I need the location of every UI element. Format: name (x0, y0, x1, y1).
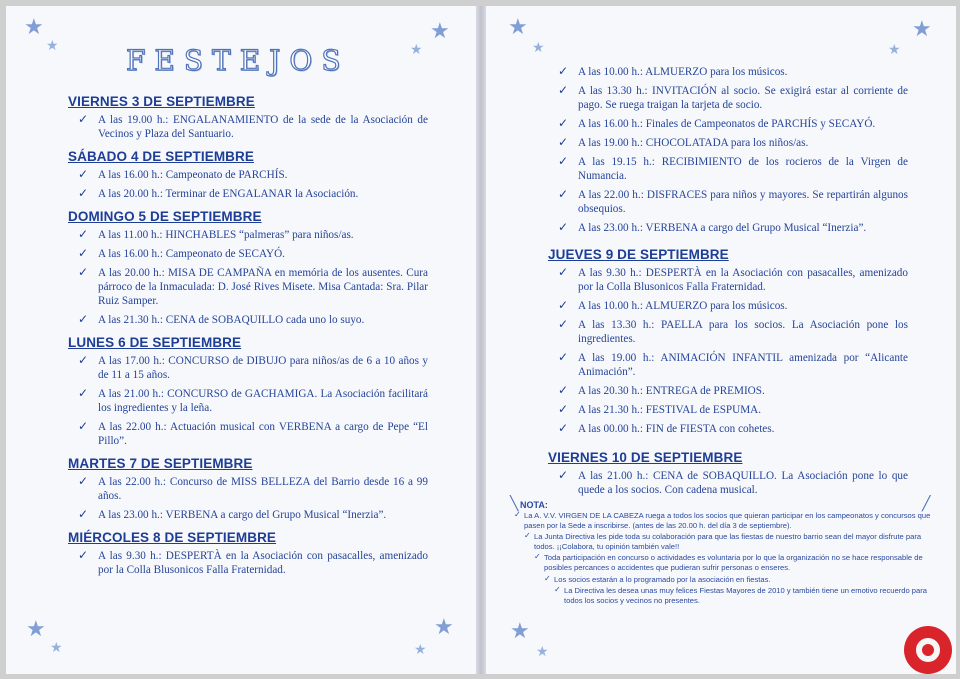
note-heading: NOTA: (520, 500, 548, 510)
schedule-item-text: A las 20.00 h.: Terminar de ENGALANAR la Asociación. (98, 188, 359, 200)
note-box (514, 500, 944, 607)
check-icon: ✓ (558, 383, 569, 397)
check-icon: ✓ (558, 265, 569, 279)
check-icon: ✓ (78, 246, 89, 260)
check-icon: ✓ (524, 531, 531, 541)
schedule-item (68, 266, 428, 308)
schedule-item (548, 469, 908, 497)
check-icon: ✓ (558, 317, 569, 331)
check-icon: ✓ (554, 585, 561, 595)
schedule-item-text: A las 10.00 h.: ALMUERZO para los músicos. (578, 66, 788, 78)
schedule-item-text: A las 00.00 h.: FIN de FIESTA con cohetes. (578, 423, 775, 435)
schedule-item (548, 384, 908, 398)
check-icon: ✓ (78, 474, 89, 488)
schedule-item-text: A las 21.30 h.: CENA de SOBAQUILLO cada uno lo suyo. (98, 314, 365, 326)
schedule-item (548, 136, 908, 150)
schedule-item-text: A las 11.00 h.: HINCHABLES “palmeras” para niños/as. (98, 229, 354, 241)
star-decoration-icon: ★ (414, 643, 427, 658)
schedule-item-text: A las 20.30 h.: ENTREGA de PREMIOS. (578, 385, 765, 397)
note-item-text: La A. V.V. VIRGEN DE LA CABEZA ruega a todos los socios que quieran participar en los campeonatos y concursos que pasen por la Sede a inscribirse. (antes de las 20.00 h. del día 3 de septiembre). (524, 511, 931, 530)
schedule-item (548, 318, 908, 346)
check-icon: ✓ (78, 353, 89, 367)
check-icon: ✓ (544, 573, 551, 583)
check-icon: ✓ (558, 83, 569, 97)
schedule-item (548, 65, 908, 79)
star-decoration-icon: ★ (46, 39, 59, 54)
schedule-item-text: A las 19.00 h.: ENGALANAMIENTO de la sede de la Asociación de Vecinos y Plaza del Santuario. (98, 114, 428, 140)
schedule-item-text: A las 19.00 h.: ANIMACIÓN INFANTIL amenizada por “Alicante Animación”. (578, 352, 908, 378)
schedule-item (68, 387, 428, 415)
note-item (534, 553, 934, 572)
schedule-item (548, 155, 908, 183)
check-icon: ✓ (558, 116, 569, 130)
schedule-item-text: A las 16.00 h.: Campeonato de SECAYÓ. (98, 248, 285, 260)
schedule-item (548, 84, 908, 112)
schedule-item-text: A las 9.30 h.: DESPERTÀ en la Asociación con pasacalles, amenizado por la Colla Blusonicos Falla Fraternidad. (578, 267, 908, 293)
note-bracket-icon: ╲ (510, 497, 519, 512)
schedule-item-text: A las 23.00 h.: VERBENA a cargo del Grupo Musical “Inerzia”. (578, 222, 867, 234)
check-icon: ✓ (558, 64, 569, 78)
schedule-item (68, 313, 428, 327)
check-icon: ✓ (514, 510, 521, 519)
schedule-item (548, 351, 908, 379)
check-icon: ✓ (558, 187, 569, 201)
schedule-item-text: A las 21.00 h.: CENA de SOBAQUILLO. La Asociación pone lo que quede a los socios. Con cadena musical. (578, 470, 908, 496)
check-icon: ✓ (558, 350, 569, 364)
note-item-text: Toda participación en concurso o actividades es voluntaria por lo que la organización no se hace responsable de posibles percances o accidentes que pudieran sufrir personas o enseres. (544, 553, 923, 572)
check-icon: ✓ (78, 112, 89, 126)
schedule-item (548, 221, 908, 235)
left-schedule (68, 86, 428, 582)
star-decoration-icon: ★ (430, 18, 450, 43)
star-decoration-icon: ★ (510, 618, 530, 643)
day-heading: JUEVES 9 DE SEPTIEMBRE (548, 247, 729, 262)
note-item-text: La Directiva les desea unas muy felices Fiestas Mayores de 2010 y también tiene un emotivo recuerdo para todos los socios y vecinos no presentes. (564, 586, 928, 605)
check-icon: ✓ (558, 154, 569, 168)
day-heading: DOMINGO 5 DE SEPTIEMBRE (68, 209, 262, 224)
schedule-item (548, 188, 908, 216)
check-icon: ✓ (558, 402, 569, 416)
check-icon: ✓ (78, 186, 89, 200)
schedule-item-text: A las 16.00 h.: Campeonato de PARCHÍS. (98, 169, 288, 181)
schedule-item-text: A las 19.00 h.: CHOCOLATADA para los niños/as. (578, 137, 809, 149)
schedule-item-text: A las 22.00 h.: Concurso de MISS BELLEZA del Barrio desde 16 a 99 años. (98, 476, 428, 502)
check-icon: ✓ (558, 298, 569, 312)
check-icon: ✓ (558, 468, 569, 482)
check-icon: ✓ (78, 548, 89, 562)
schedule-item (68, 113, 428, 141)
check-icon: ✓ (558, 220, 569, 234)
schedule-item (548, 422, 908, 436)
schedule-item (548, 117, 908, 131)
star-decoration-icon: ★ (508, 14, 528, 39)
schedule-item (68, 168, 428, 182)
note-item (524, 532, 934, 551)
day-heading: VIERNES 3 DE SEPTIEMBRE (68, 94, 255, 109)
schedule-item-text: A las 10.00 h.: ALMUERZO para los músicos. (578, 300, 788, 312)
schedule-item-text: A las 22.00 h.: Actuación musical con VERBENA a cargo de Pepe “El Pillo”. (98, 421, 428, 447)
schedule-item (548, 403, 908, 417)
schedule-item (68, 247, 428, 261)
day-heading: MIÉRCOLES 8 DE SEPTIEMBRE (68, 530, 277, 545)
check-icon: ✓ (78, 386, 89, 400)
check-icon: ✓ (78, 227, 89, 241)
star-decoration-icon: ★ (26, 616, 46, 641)
schedule-item (548, 266, 908, 294)
right-page (486, 6, 956, 674)
star-decoration-icon: ★ (24, 14, 44, 39)
schedule-item (68, 508, 428, 522)
star-decoration-icon: ★ (50, 641, 63, 656)
schedule-item-text: A las 13.30 h.: INVITACIÓN al socio. Se exigirá estar al corriente de pago. Se ruega traigan la tarjeta de socio. (578, 85, 908, 111)
check-icon: ✓ (558, 421, 569, 435)
star-decoration-icon: ★ (888, 43, 901, 58)
schedule-item (68, 549, 428, 577)
schedule-item (548, 299, 908, 313)
day-heading: MARTES 7 DE SEPTIEMBRE (68, 456, 253, 471)
schedule-item (68, 187, 428, 201)
day-heading: LUNES 6 DE SEPTIEMBRE (68, 335, 242, 350)
schedule-item-text: A las 23.00 h.: VERBENA a cargo del Grupo Musical “Inerzia”. (98, 509, 387, 521)
star-decoration-icon: ★ (410, 43, 423, 58)
note-item (554, 586, 934, 605)
day-heading: SÁBADO 4 DE SEPTIEMBRE (68, 149, 254, 164)
schedule-item-text: A las 21.00 h.: CONCURSO de GACHAMIGA. La Asociación facilitará los ingredientes y la leña. (98, 388, 428, 414)
check-icon: ✓ (534, 552, 541, 562)
schedule-item-text: A las 17.00 h.: CONCURSO de DIBUJO para niños/as de 6 a 10 años y de 11 a 15 años. (98, 355, 428, 381)
check-icon: ✓ (78, 507, 89, 521)
left-page (6, 6, 476, 674)
schedule-item (68, 420, 428, 448)
page-title: FESTEJOS (126, 44, 350, 77)
schedule-item-text: A las 19.15 h.: RECIBIMIENTO de los rocieros de la Virgen de Numancia. (578, 156, 908, 182)
star-decoration-icon: ★ (536, 645, 549, 660)
note-item-text: Los socios estarán a lo programado por la asociación en fiestas. (554, 574, 771, 584)
star-decoration-icon: ★ (434, 614, 454, 639)
note-item (514, 511, 934, 530)
note-item (544, 575, 934, 585)
day-heading: VIERNES 10 DE SEPTIEMBRE (548, 450, 743, 465)
schedule-item-text: A las 20.00 h.: MISA DE CAMPAÑA en memória de los ausentes. Cura párroco de la Inmaculada: D. José Rives Misete. Misa Cantada: Sra. Pilar Ruiz Samper. (98, 267, 428, 307)
schedule-item (68, 475, 428, 503)
schedule-item-text: A las 22.00 h.: DISFRACES para niños y mayores. Se repartirán algunos obsequios. (578, 189, 908, 215)
check-icon: ✓ (558, 135, 569, 149)
star-decoration-icon: ★ (532, 41, 545, 56)
schedule-item-text: A las 16.00 h.: Finales de Campeonatos de PARCHÍS y SECAYÓ. (578, 118, 876, 130)
schedule-item-text: A las 21.30 h.: FESTIVAL de ESPUMA. (578, 404, 762, 416)
brand-logo (904, 626, 952, 674)
note-item-text: La Junta Directiva les pide toda su colaboración para que las fiestas de nuestro barrio sean del mayor disfrute para todos. ¡¡Colabora, tu opinión también vale!! (534, 532, 922, 551)
check-icon: ✓ (78, 265, 89, 279)
schedule-item (68, 354, 428, 382)
schedule-item-text: A las 13.30 h.: PAELLA para los socios. La Asociación pone los ingredientes. (578, 319, 908, 345)
schedule-item (68, 228, 428, 242)
schedule-item-text: A las 9.30 h.: DESPERTÀ en la Asociación con pasacalles, amenizado por la Colla Blusonicos Falla Fraternidad. (98, 550, 428, 576)
right-schedule (548, 62, 908, 502)
check-icon: ✓ (78, 167, 89, 181)
note-bracket-icon: ╱ (922, 497, 931, 512)
check-icon: ✓ (78, 312, 89, 326)
page-gutter (476, 6, 486, 674)
check-icon: ✓ (78, 419, 89, 433)
star-decoration-icon: ★ (912, 16, 932, 41)
